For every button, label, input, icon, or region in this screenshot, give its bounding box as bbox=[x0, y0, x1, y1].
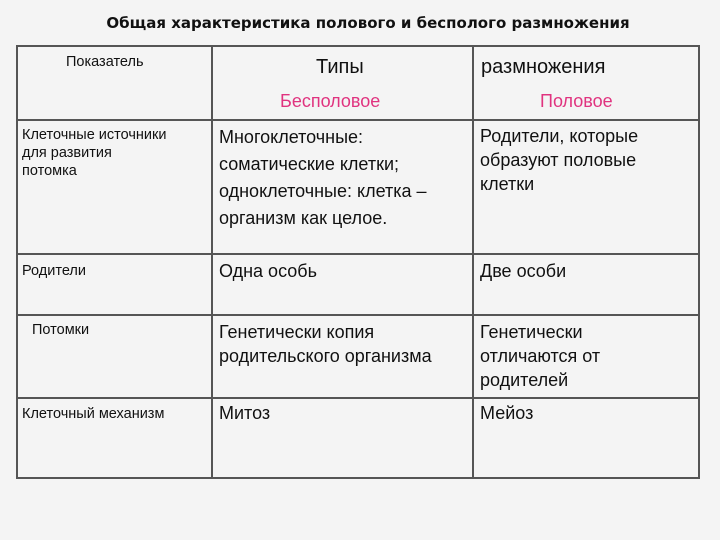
comparison-table bbox=[16, 45, 700, 479]
asexual-cell-mechanism: Митоз bbox=[219, 403, 271, 423]
row-divider bbox=[18, 119, 698, 121]
row-divider bbox=[18, 397, 698, 399]
header-asexual: Бесполовое bbox=[280, 91, 381, 111]
asexual-cell-offspring: Генетически копия родительского организма bbox=[219, 322, 432, 366]
column-divider bbox=[472, 47, 474, 477]
sexual-cell-sources: Родители, которые образуют половые клетки bbox=[480, 126, 639, 194]
row-indicator-cell-sources: Клеточные источники для развития потомка bbox=[22, 127, 167, 180]
asexual-cell-parents: Одна особь bbox=[219, 261, 317, 281]
row-indicator-cell-mechanism: Клеточный механизм bbox=[22, 406, 165, 422]
header-types-word: Типы bbox=[316, 56, 364, 78]
header-sexual: Половое bbox=[540, 91, 613, 111]
row-divider bbox=[18, 253, 698, 255]
page-title: Общая характеристика полового и бесполого размножения bbox=[106, 14, 630, 32]
sexual-cell-mechanism: Мейоз bbox=[480, 403, 534, 423]
header-indicator: Показатель bbox=[66, 54, 144, 70]
asexual-cell-sources: Многоклеточные: соматические клетки; одноклеточные: клетка – организм как целое. bbox=[219, 127, 427, 228]
row-indicator-parents: Родители bbox=[22, 263, 86, 279]
sexual-cell-parents: Две особи bbox=[480, 261, 567, 281]
row-indicator-offspring: Потомки bbox=[32, 322, 90, 338]
row-divider bbox=[18, 314, 698, 316]
column-divider bbox=[211, 47, 213, 477]
header-reproduction-word: размножения bbox=[481, 56, 606, 78]
sexual-cell-offspring: Генетически отличаются от родителей bbox=[480, 322, 601, 390]
